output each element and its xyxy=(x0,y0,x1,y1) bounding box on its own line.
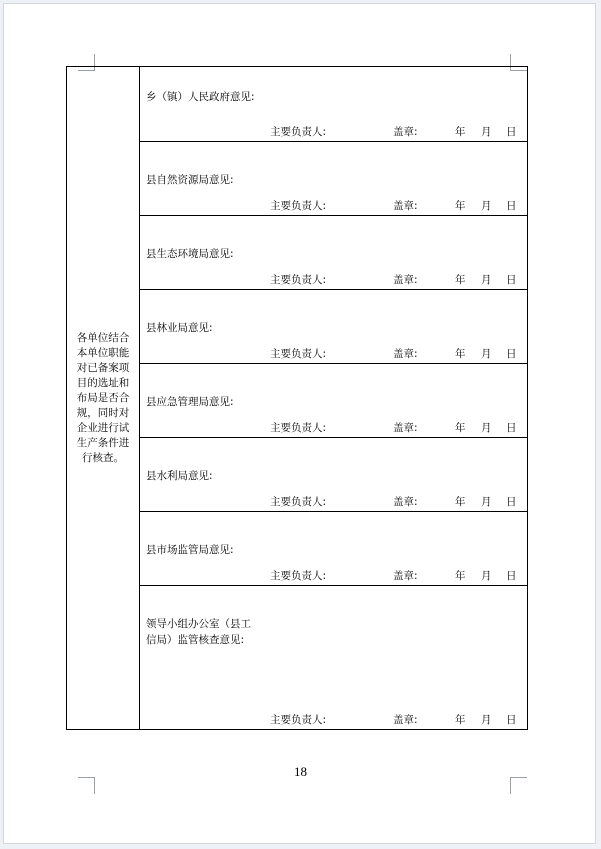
signature-person-label: 主要负责人: xyxy=(270,348,327,360)
signature-line xyxy=(140,712,527,726)
signature-line xyxy=(140,420,527,434)
opinion-row xyxy=(140,438,527,512)
date-year-label: 年 xyxy=(455,570,466,582)
date-day-label: 日 xyxy=(506,422,517,434)
signature-line xyxy=(140,198,527,212)
signature-line xyxy=(140,124,527,138)
opinion-row xyxy=(140,364,527,438)
left-cell-text: 各单位结合本单位职能对已备案项目的选址和布局是否合规，同时对企业进行试生产条件进行核查。 xyxy=(76,331,130,464)
date-month-label: 月 xyxy=(481,274,492,286)
date-year-label: 年 xyxy=(455,348,466,360)
date-month-label: 月 xyxy=(481,422,492,434)
opinion-label: 县市场监管局意见: xyxy=(146,544,234,556)
date-month-label: 月 xyxy=(481,714,492,726)
date-year-label: 年 xyxy=(455,714,466,726)
date-month-label: 月 xyxy=(481,126,492,138)
opinion-label: 县生态环境局意见: xyxy=(146,248,234,260)
signature-seal-label: 盖章: xyxy=(393,714,418,726)
date-year-label: 年 xyxy=(455,200,466,212)
date-year-label: 年 xyxy=(455,126,466,138)
signature-person-label: 主要负责人: xyxy=(270,422,327,434)
signature-person-label: 主要负责人: xyxy=(270,274,327,286)
signature-person-label: 主要负责人: xyxy=(270,714,327,726)
signature-seal-label: 盖章: xyxy=(393,496,418,508)
date-day-label: 日 xyxy=(506,126,517,138)
signature-seal-label: 盖章: xyxy=(393,570,418,582)
opinion-row xyxy=(140,142,527,216)
date-day-label: 日 xyxy=(506,496,517,508)
opinion-row xyxy=(140,290,527,364)
opinion-label: 乡（镇）人民政府意见: xyxy=(146,91,255,103)
date-day-label: 日 xyxy=(506,714,517,726)
signature-person-label: 主要负责人: xyxy=(270,570,327,582)
signature-seal-label: 盖章: xyxy=(393,200,418,212)
opinion-row xyxy=(140,67,527,142)
opinion-row xyxy=(140,216,527,290)
review-table xyxy=(66,66,528,730)
signature-seal-label: 盖章: xyxy=(393,274,418,286)
date-day-label: 日 xyxy=(506,200,517,212)
signature-person-label: 主要负责人: xyxy=(270,126,327,138)
date-month-label: 月 xyxy=(481,200,492,212)
signature-person-label: 主要负责人: xyxy=(270,496,327,508)
page-number: 18 xyxy=(294,764,307,779)
date-month-label: 月 xyxy=(481,570,492,582)
signature-line xyxy=(140,568,527,582)
date-year-label: 年 xyxy=(455,422,466,434)
opinion-column xyxy=(140,67,527,729)
opinion-row xyxy=(140,586,527,729)
opinion-label: 领导小组办公室（县工信局）监管核查意见: xyxy=(146,618,251,646)
opinion-label: 县林业局意见: xyxy=(146,322,213,334)
date-year-label: 年 xyxy=(455,496,466,508)
opinion-label: 县自然资源局意见: xyxy=(146,174,234,186)
date-year-label: 年 xyxy=(455,274,466,286)
signature-seal-label: 盖章: xyxy=(393,422,418,434)
signature-line xyxy=(140,494,527,508)
opinion-label: 县水利局意见: xyxy=(146,470,213,482)
opinion-row xyxy=(140,512,527,586)
date-month-label: 月 xyxy=(481,496,492,508)
date-day-label: 日 xyxy=(506,348,517,360)
date-day-label: 日 xyxy=(506,274,517,286)
signature-person-label: 主要负责人: xyxy=(270,200,327,212)
date-month-label: 月 xyxy=(481,348,492,360)
date-day-label: 日 xyxy=(506,570,517,582)
signature-seal-label: 盖章: xyxy=(393,126,418,138)
left-merged-cell xyxy=(67,67,140,729)
signature-seal-label: 盖章: xyxy=(393,348,418,360)
signature-line xyxy=(140,272,527,286)
signature-line xyxy=(140,346,527,360)
opinion-label: 县应急管理局意见: xyxy=(146,396,234,408)
